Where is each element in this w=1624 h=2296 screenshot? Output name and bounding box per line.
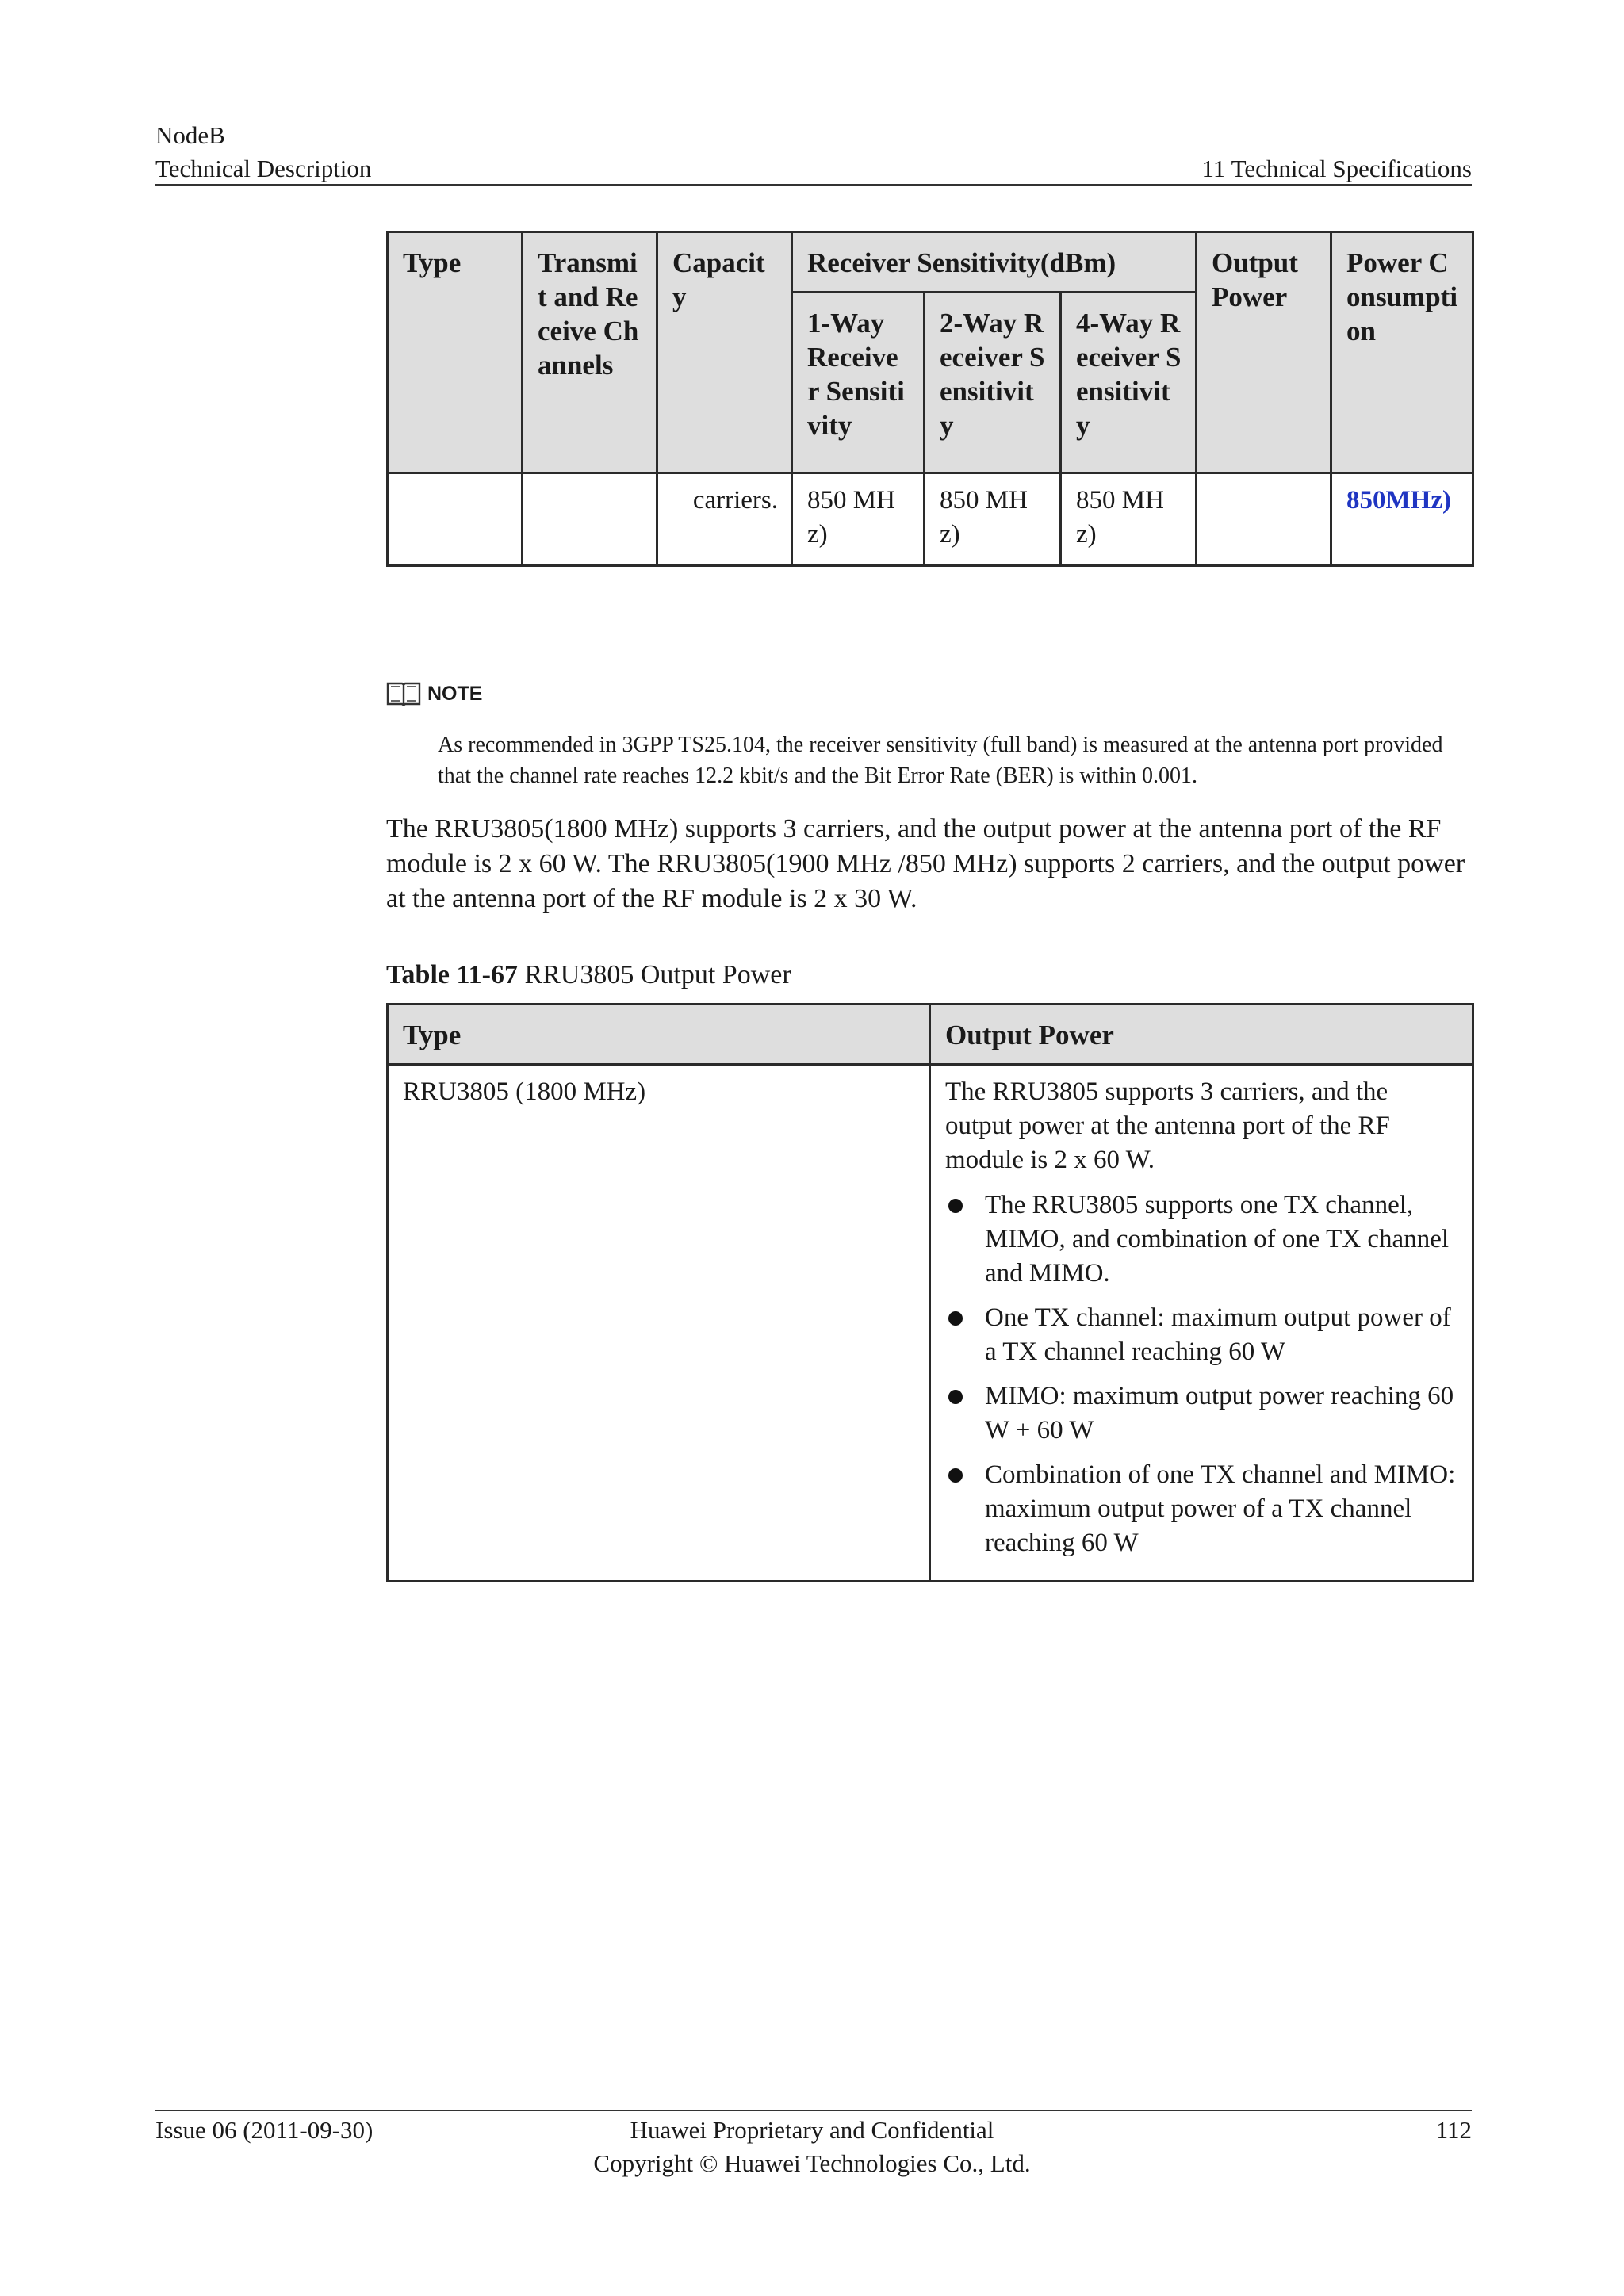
th-channels: Transmit and Receive Channels (523, 232, 657, 473)
table-caption-title: RRU3805 Output Power (524, 960, 791, 989)
table-caption-label: Table 11-67 (386, 960, 518, 989)
cell-two-way: 850 MHz) (925, 473, 1061, 566)
output-power-intro: The RRU3805 supports 3 carriers, and the output power at the antenna port of the RF module is 2 x 60 W. (945, 1077, 1390, 1174)
bullet-item: The RRU3805 supports one TX channel, MIMO, and combination of one TX channel and MIMO. (945, 1188, 1459, 1291)
cell-four-way: 850 MHz) (1061, 473, 1197, 566)
th-four-way: 4-Way Receiver Sensitivity (1061, 293, 1197, 473)
footer-rule (155, 2110, 1472, 2111)
th-output-power: Output Power (1197, 232, 1331, 473)
note-label: NOTE (427, 682, 483, 705)
th-capacity: Capacity (657, 232, 792, 473)
cell-capacity: carriers. (657, 473, 792, 566)
cell-type (388, 473, 523, 566)
footer-copyright: Copyright © Huawei Technologies Co., Ltd. (593, 2149, 1031, 2177)
th-two-way: 2-Way Receiver Sensitivity (925, 293, 1061, 473)
bullet-item: One TX channel: maximum output power of a TX channel reaching 60 W (945, 1301, 1459, 1369)
footer-confidential: Huawei Proprietary and Confidential (630, 2116, 994, 2144)
note-heading (386, 680, 482, 707)
cell-output-power (1197, 473, 1331, 566)
cell-channels (523, 473, 657, 566)
cell2-output-power (930, 1065, 1473, 1582)
header-doc-title: Technical Description (155, 155, 372, 182)
th-power-consumption: Power Consumption (1331, 232, 1473, 473)
header-chapter: 11 Technical Specifications (1201, 155, 1472, 182)
header-product: NodeB (155, 121, 225, 149)
th2-output-power: Output Power (930, 1004, 1473, 1065)
th2-type: Type (388, 1004, 930, 1065)
bullet-item: Combination of one TX channel and MIMO: maximum output power of a TX channel reaching 60 W (945, 1458, 1459, 1560)
receiver-sensitivity-table (386, 231, 1474, 567)
bullet-item: MIMO: maximum output power reaching 60 W + 60 W (945, 1380, 1459, 1448)
cell-one-way: 850 MHz) (792, 473, 925, 566)
table-caption (386, 959, 791, 991)
body-paragraph: The RRU3805(1800 MHz) supports 3 carriers, and the output power at the antenna port of the RF module is 2 x 60 W. The RRU3805(1900 MHz /850 MHz) supports 2 carriers, and the output power at the antenna port of the RF module is 2 x 30 W. (386, 814, 1465, 913)
book-icon (386, 680, 421, 707)
output-power-table (386, 1003, 1474, 1582)
note-text: As recommended in 3GPP TS25.104, the receiver sensitivity (full band) is measured at the antenna port provided that the channel rate reaches 12.2 kbit/s and the Bit Error Rate (BER) is within 0.001. (438, 733, 1443, 788)
cell2-type: RRU3805 (1800 MHz) (388, 1065, 930, 1582)
th-type: Type (388, 232, 523, 473)
footer-page-number: 112 (1435, 2116, 1472, 2144)
footer-issue: Issue 06 (2011-09-30) (155, 2116, 373, 2144)
th-receiver-sensitivity: Receiver Sensitivity(dBm) (792, 232, 1197, 293)
th-one-way: 1-Way Receiver Sensitivity (792, 293, 925, 473)
header-rule (155, 184, 1472, 186)
cell-power-consumption-link[interactable]: 850MHz) (1331, 473, 1473, 566)
output-power-bullets (945, 1188, 1459, 1560)
